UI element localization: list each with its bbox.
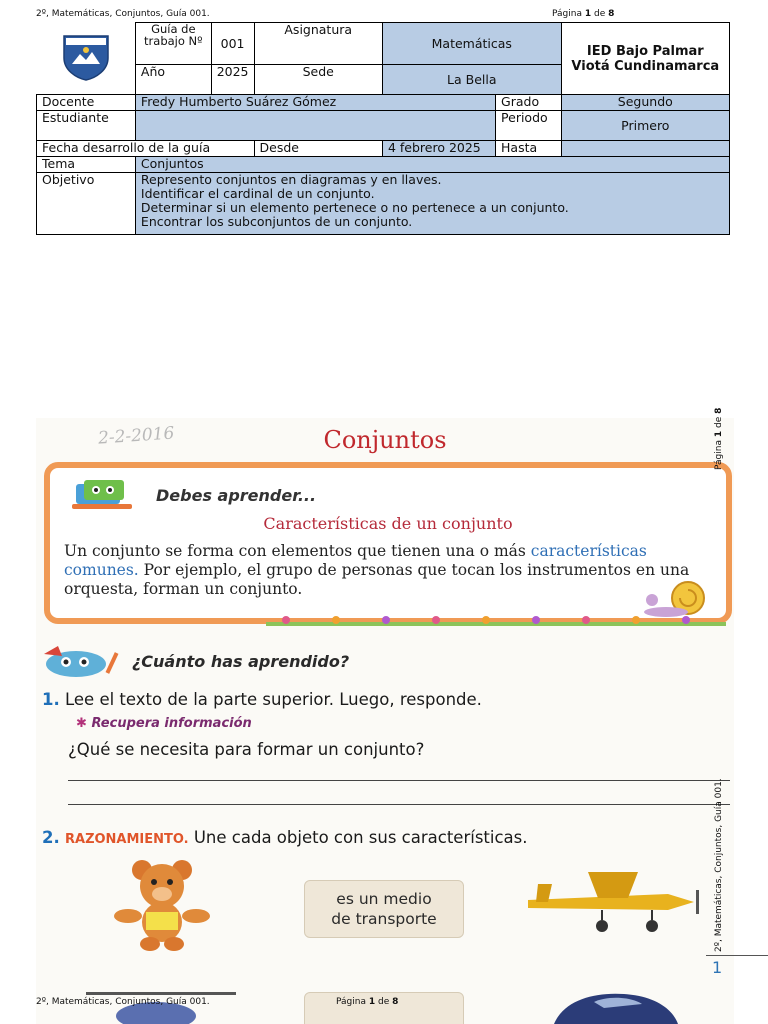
question-1-prompt: ¿Qué se necesita para formar un conjunto?	[68, 740, 425, 759]
learn-paragraph: Un conjunto se forma con elementos que tienen una o más características comunes. Por ejemplo, el grupo de personas que tocan los instrumentos en una orquesta, forman un conjunto.	[64, 542, 690, 598]
desde-label: Desde	[254, 141, 382, 157]
school-shield-icon	[60, 32, 112, 82]
docente-value: Fredy Humberto Suárez Gómez	[135, 95, 495, 111]
anio-label: Año	[135, 65, 211, 95]
learn-panel	[44, 462, 732, 624]
books-mascot-icon	[62, 476, 150, 512]
flower-border-icon	[266, 614, 726, 628]
objetivo-label: Objetivo	[37, 173, 136, 235]
periodo-label: Periodo	[496, 111, 562, 141]
school-name: IED Bajo Palmar	[586, 43, 704, 59]
guide-info-table	[36, 22, 730, 235]
page-number-rule	[706, 955, 768, 956]
running-header-doc-label: 2º, Matemáticas, Conjuntos, Guía 001.	[36, 9, 210, 19]
characteristic-card[interactable]: es un medio de transporte	[304, 880, 464, 938]
tema-label: Tema	[37, 157, 136, 173]
school-name-cell	[561, 23, 729, 95]
estudiante-label: Estudiante	[37, 111, 136, 141]
grado-value: Segundo	[561, 95, 729, 111]
hasta-label: Hasta	[496, 141, 562, 157]
figure-icon: ✱	[76, 716, 87, 731]
airplane-icon	[518, 864, 708, 944]
running-header-page: Página 1 de 8	[552, 9, 615, 19]
exercise-heading: ¿Cuánto has aprendido?	[132, 652, 350, 671]
answer-line[interactable]	[68, 780, 730, 781]
asignatura-value: Matemáticas	[382, 23, 561, 65]
guia-label: Guía de trabajo Nº	[135, 23, 211, 65]
desde-value: 4 febrero 2025	[382, 141, 495, 157]
scanned-textbook-page	[36, 418, 734, 1024]
objetivo-item: Identificar el cardinal de un conjunto.	[140, 186, 375, 201]
objetivo-list	[135, 173, 729, 235]
asignatura-label: Asignatura	[254, 23, 382, 65]
tema-value: Conjuntos	[135, 157, 729, 173]
car-icon	[544, 988, 684, 1024]
periodo-value: Primero	[561, 111, 729, 141]
question-1: 1. Lee el texto de la parte superior. Luego, responde.	[42, 690, 482, 709]
teddy-bear-icon	[108, 856, 218, 952]
vertical-page-label: Página 1 de 8	[714, 407, 724, 470]
objetivo-item: Represento conjuntos en diagramas y en llaves.	[140, 172, 442, 187]
worksheet-title: Conjuntos	[323, 426, 447, 454]
docente-label: Docente	[37, 95, 136, 111]
page-number: 1	[712, 958, 723, 977]
guia-value: 001	[211, 23, 254, 65]
running-footer-page: Página 1 de 8	[336, 997, 399, 1007]
fecha-label: Fecha desarrollo de la guía	[37, 141, 255, 157]
vertical-doc-label: 2º, Matemáticas, Conjuntos, Guía 001.	[714, 778, 724, 952]
learn-subtitle: Características de un conjunto	[263, 514, 513, 533]
question-2: 2. RAZONAMIENTO. Une cada objeto con sus características.	[42, 828, 528, 847]
mascot-icon	[36, 644, 126, 680]
grado-label: Grado	[496, 95, 562, 111]
school-place: Viotá Cundinamarca	[571, 58, 720, 74]
answer-line[interactable]	[68, 804, 730, 805]
sede-label: Sede	[254, 65, 382, 95]
recupera-label: ✱ Recupera información	[76, 716, 252, 731]
handwritten-date: 2-2-2016	[97, 423, 175, 449]
snail-icon	[642, 578, 712, 618]
learn-heading: Debes aprender...	[156, 486, 317, 505]
estudiante-field[interactable]	[135, 111, 495, 141]
anio-value: 2025	[211, 65, 254, 95]
school-logo-cell	[37, 23, 136, 95]
objetivo-item: Determinar si un elemento pertenece o no pertenece a un conjunto.	[140, 200, 569, 215]
objetivo-item: Encontrar los subconjuntos de un conjunto.	[140, 214, 413, 229]
hasta-field[interactable]	[561, 141, 729, 157]
sede-value: La Bella	[382, 65, 561, 95]
running-footer-doc-label: 2º, Matemáticas, Conjuntos, Guía 001.	[36, 997, 210, 1007]
